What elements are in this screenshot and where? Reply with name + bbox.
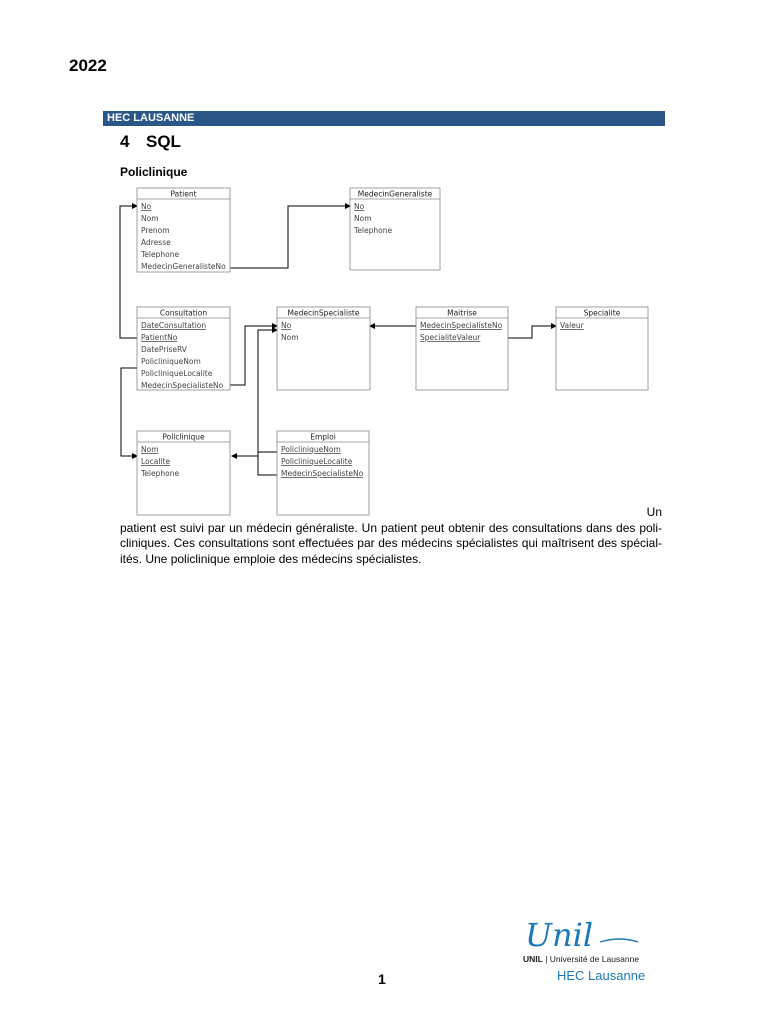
header-banner: HEC LAUSANNE	[103, 111, 665, 126]
entity-title: Policlinique	[162, 432, 205, 442]
entity-field: MedecinSpecialisteNo	[141, 381, 224, 390]
entity-title: Consultation	[159, 308, 208, 318]
hec-lausanne-label: HEC Lausanne	[557, 968, 646, 983]
line-emploi-policlinique	[232, 452, 277, 456]
entity-box	[416, 307, 508, 390]
entity-key-field: No	[354, 202, 365, 211]
document-year: 2022	[69, 56, 107, 75]
entity-key-field: Localite	[141, 457, 171, 466]
entity-medecingeneraliste	[350, 188, 440, 270]
entity-key-field: DateConsultation	[141, 321, 207, 330]
entity-title: Patient	[170, 189, 197, 199]
entity-key-field: MedecinSpecialisteNo	[420, 321, 503, 330]
unil-logo	[520, 912, 670, 987]
entity-key-field: SpecialiteValeur	[420, 333, 481, 342]
entity-box	[277, 307, 370, 390]
description-first-word: Un	[646, 505, 662, 519]
entity-field: Telephone	[354, 226, 393, 235]
entity-key-field: No	[281, 321, 292, 330]
entity-key-field: MedecinSpecialisteNo	[281, 469, 364, 478]
line-consultation-medecinspecialiste	[230, 326, 277, 385]
entity-emploi	[277, 431, 369, 515]
line-patient-medecingeneraliste	[230, 206, 350, 268]
entity-maitrise	[416, 307, 508, 390]
description-text: patient est suivi par un médecin généraliste. Un patient peut obtenir des consultations dans des poli-cliniques. Ces consultations sont effectuées par des médecins spécialistes qui maîtrisent des spécial-ités. Une policlinique emploie des médecins spécialistes.	[120, 520, 662, 566]
line-maitrise-specialite	[508, 326, 556, 338]
unil-script-text: Unil	[525, 916, 594, 954]
entity-medecinspecialiste	[277, 307, 370, 390]
line-consultation-patient	[120, 206, 137, 338]
entity-field: Telephone	[141, 250, 180, 259]
line-emploi-medecinspecialiste	[258, 330, 277, 475]
entity-field: PolicliniqueNom	[141, 357, 201, 366]
entity-field: DatePriseRV	[141, 345, 187, 354]
unil-script-logo	[520, 912, 670, 954]
section-title: SQL	[146, 132, 181, 151]
unil-university-line: UNIL | Université de Lausanne	[523, 954, 640, 964]
entity-field: PolicliniqueLocalite	[141, 369, 213, 378]
entity-field: Adresse	[141, 238, 171, 247]
line-consultation-policlinique	[121, 368, 137, 456]
entity-key-field: PolicliniqueLocalite	[281, 457, 353, 466]
entity-consultation	[137, 307, 230, 390]
entity-key-field: PatientNo	[141, 333, 178, 342]
entity-key-field: Nom	[141, 445, 159, 454]
entity-field: Nom	[281, 333, 299, 342]
subsection-heading: Policlinique	[120, 165, 188, 179]
entity-box	[556, 307, 648, 390]
entity-patient	[137, 188, 230, 272]
entity-field: Telephone	[141, 469, 180, 478]
entity-policlinique	[137, 431, 230, 515]
entity-field: Nom	[354, 214, 372, 223]
entity-title: MedecinGeneraliste	[357, 189, 433, 199]
entity-key-field: Valeur	[560, 321, 584, 330]
entity-specialite	[556, 307, 648, 390]
page-number: 1	[378, 971, 386, 987]
entity-title: Specialite	[583, 308, 621, 318]
entity-field: Prenom	[141, 226, 170, 235]
entity-key-field: PolicliniqueNom	[281, 445, 341, 454]
entity-field: Nom	[141, 214, 159, 223]
description-paragraph	[120, 505, 662, 567]
entity-title: Maitrise	[447, 308, 477, 318]
entity-key-field: No	[141, 202, 152, 211]
entity-title: MedecinSpecialiste	[287, 308, 360, 318]
entity-title: Emploi	[310, 432, 336, 442]
section-number: 4	[120, 132, 130, 151]
entity-field: MedecinGeneralisteNo	[141, 262, 226, 271]
